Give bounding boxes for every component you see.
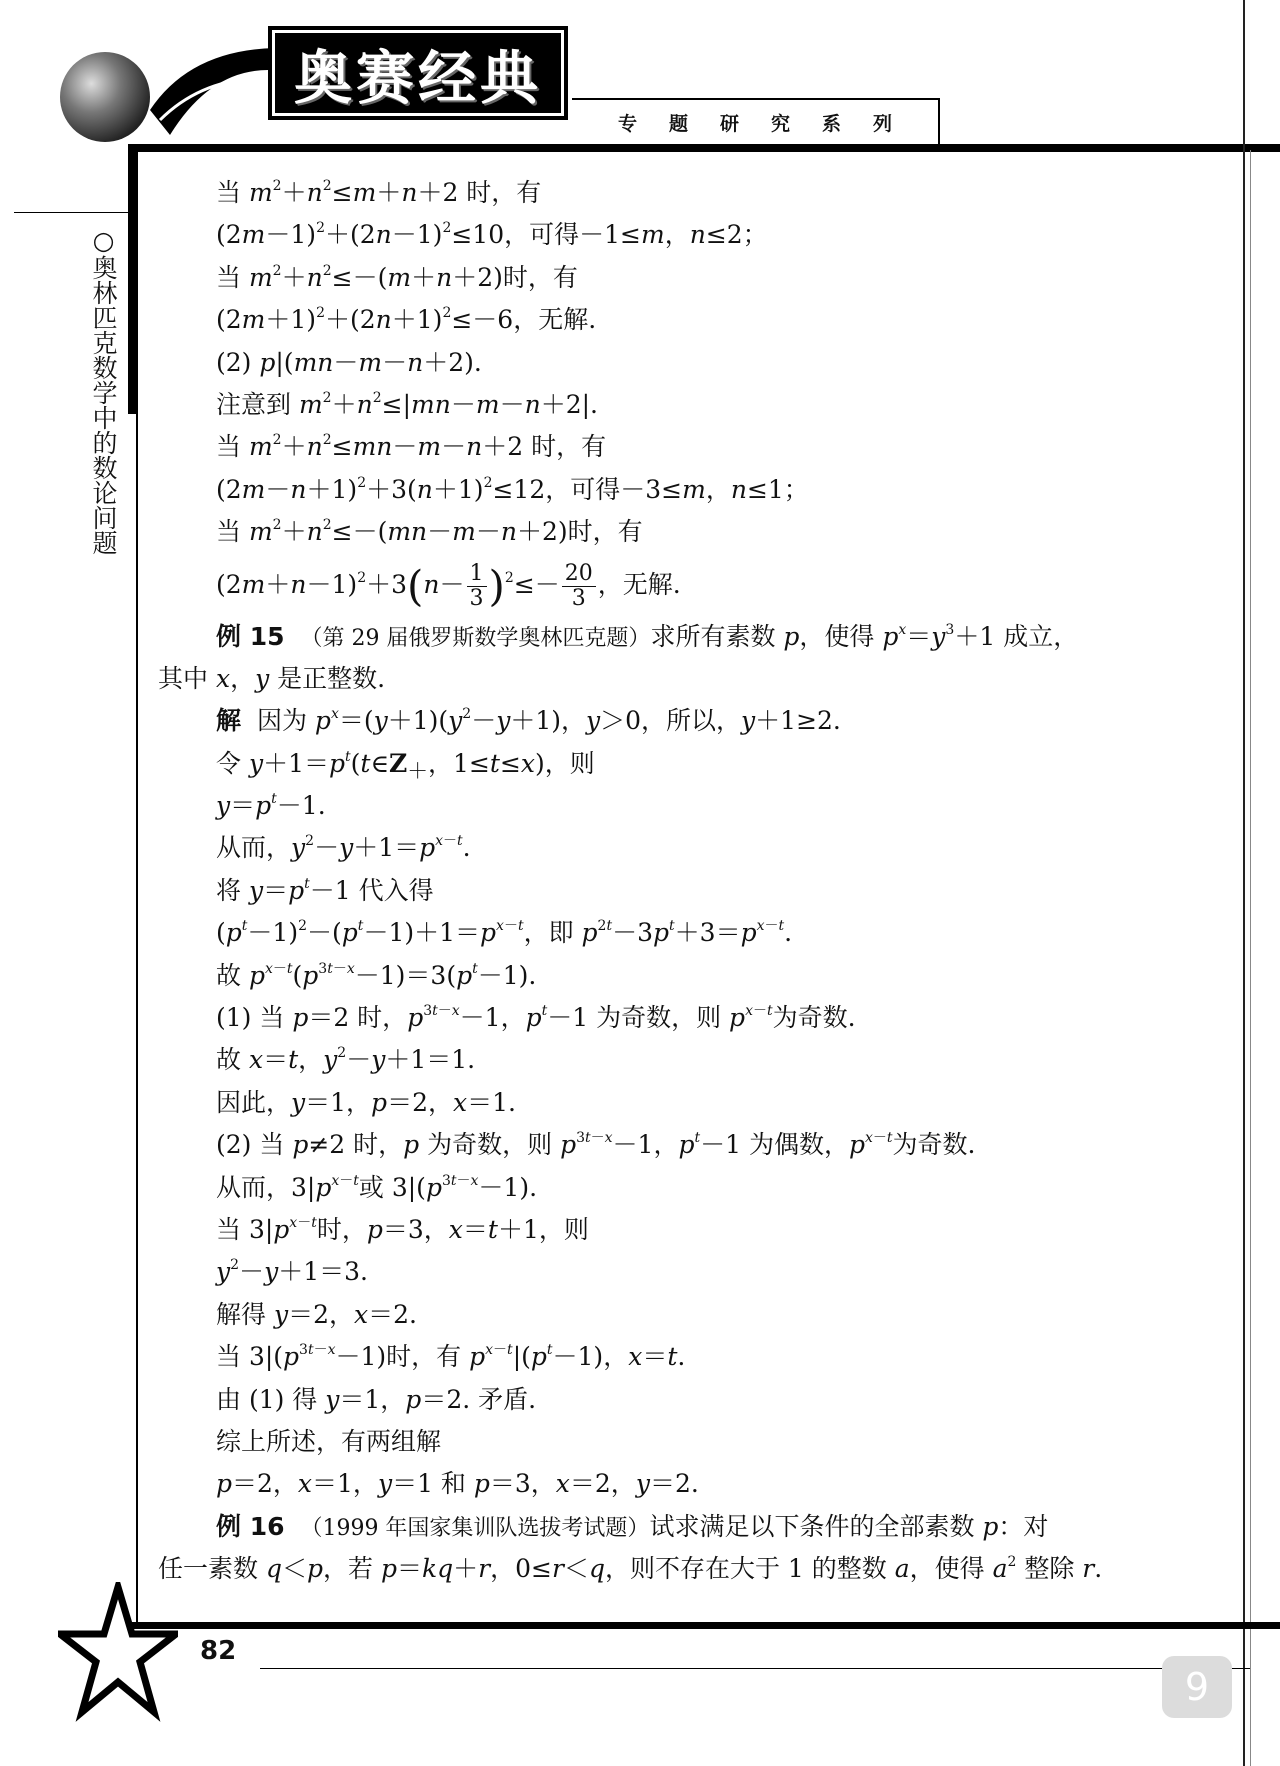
example-16-heading: 例 16 （1999 年国家集训队选拔考试题）试求满足以下条件的全部素数 p：对: [216, 1511, 1049, 1541]
text-line: 故 x＝t，$y^2-y+1=1$.: [216, 1045, 476, 1075]
page-edge-thin: [1250, 150, 1251, 1766]
text-line: $(2m-n+1)^2+3(n+1)^2\le 12$，可得－3≤m，n≤1；: [216, 474, 809, 504]
solution-label: 解: [216, 706, 242, 736]
star-ornament-icon: [58, 1582, 178, 1722]
text-line: (2) 当 p≠2 时，p 为奇数，则 $p^{3t-x}-1$，$p^t-1$ 为偶数，$p^{x-t}$为奇数.: [216, 1130, 976, 1160]
text-line: 当 $m^2+n^2\le-(mn-m-n+2)$时，有: [216, 517, 643, 547]
series-char: 列: [872, 112, 892, 135]
text-line: $y=p^t-1$.: [216, 791, 326, 821]
text-line: 当 $m^2+n^2\le-(m+n+2)$时，有: [216, 262, 578, 292]
text-line: 当 $m^2+n^2\le m+n+2$ 时，有: [216, 178, 542, 207]
text-line: 解 因为 $p^x=(y+1)(y^2-y+1)$，y＞0，所以，y＋1≥2.: [216, 706, 841, 736]
left-margin-rule: [136, 144, 138, 1624]
text-line: 其中 x，y 是正整数.: [158, 663, 386, 693]
page-number: 82: [200, 1636, 237, 1666]
side-rule: [14, 212, 130, 213]
example-label: 例 15: [216, 621, 285, 651]
text-line: 任一素数 q＜p，若 p＝kq＋r，0≤r＜q，则不存在大于 1 的整数 a，使得 $a^2$ 整除 r.: [158, 1554, 1103, 1584]
text-line: 因此，y＝1，p＝2，x＝1.: [216, 1087, 516, 1117]
text-line: p＝2，x＝1，y＝1 和 p＝3，x＝2，y＝2.: [216, 1469, 699, 1499]
globe-logo-icon: [60, 52, 150, 142]
text-line: 令 $y+1=p^t(t\in Z_+$，1≤t≤x)，则: [216, 748, 595, 783]
text-line: $(2m-1)^2+(2n-1)^2\le 10$，可得－1≤m，n≤2；: [216, 220, 768, 250]
book-title-vertical: ○奥林匹克数学中的数论问题: [89, 226, 118, 555]
text-line: 注意到 $m^2+n^2\le|mn-m-n+2|$.: [216, 389, 598, 419]
swoosh-logo-icon: [150, 40, 280, 140]
text-line: 综上所述，有两组解: [216, 1426, 442, 1456]
text-line: 从而，$3|p^{x-t}$或 $3|(p^{3t-x}-1)$.: [216, 1172, 538, 1202]
text-line: 由 (1) 得 y＝1，p＝2. 矛盾.: [216, 1384, 537, 1414]
text-line: $(2m+1)^2+(2n+1)^2\le-6$，无解.: [216, 305, 597, 335]
series-char: 研: [719, 112, 739, 135]
main-text: [158, 172, 1220, 1591]
footer-thin-rule: [260, 1668, 1250, 1669]
text-line: 当 $m^2+n^2\le mn-m-n+2$ 时，有: [216, 432, 607, 462]
series-subtitle: [572, 98, 940, 144]
text-line: (2) p|(mn－m－n＋2).: [216, 347, 482, 377]
series-char: 究: [770, 112, 790, 135]
page-badge: 9: [1162, 1656, 1232, 1718]
text-line: 当 $3|(p^{3t-x}-1)$时，有 $p^{x-t}|(p^t-1)$，x＝t.: [216, 1342, 686, 1372]
text-line: 从而，$y^2-y+1=p^{x-t}$.: [216, 833, 471, 863]
text-line: (1) 当 p＝2 时，$p^{3t-x}-1$，$p^t-1$ 为奇数，则 $p^{x-t}$为奇数.: [216, 1003, 856, 1033]
text-line: 故 $p^{x-t}(p^{3t-x}-1)=3(p^t-1)$.: [216, 960, 537, 990]
series-title: 奥赛经典: [272, 30, 564, 116]
page-edge: [1243, 0, 1245, 1766]
text-line: $(p^t-1)^2-(p^t-1)+1=p^{x-t}$，即 $p^{2t}-3p^t+3=p^{x-t}$.: [216, 918, 793, 948]
example-label: 例 16: [216, 1511, 285, 1541]
text-line: 解得 y＝2，x＝2.: [216, 1299, 417, 1329]
example-15-heading: 例 15 （第 29 届俄罗斯数学奥林匹克题）求所有素数 p，使得 $p^x=y^3+1$ 成立，: [216, 621, 1079, 651]
text-line: 当 $3|p^{x-t}$时，p＝3，x＝t＋1，则: [216, 1214, 589, 1244]
text-line: $y^2-y+1=3$.: [216, 1257, 368, 1287]
text-line: 将 $y=p^t-1$ 代入得: [216, 875, 434, 905]
series-title-box: [268, 26, 568, 120]
example-source: （1999 年国家集训队选拔考试题）: [300, 1515, 650, 1541]
text-line: $(2m+n-1)^2+3(n-$ $\frac{1}{3}$ )$^2$≤－ $\frac{20}{3}$ ，无解.: [216, 560, 681, 611]
footer-rule: [128, 1622, 1280, 1629]
series-char: 专: [617, 112, 637, 135]
example-source: （第 29 届俄罗斯数学奥林匹克题）: [300, 625, 651, 651]
series-char: 系: [821, 112, 841, 135]
header-rule: [128, 144, 1280, 152]
series-char: 题: [668, 112, 688, 135]
